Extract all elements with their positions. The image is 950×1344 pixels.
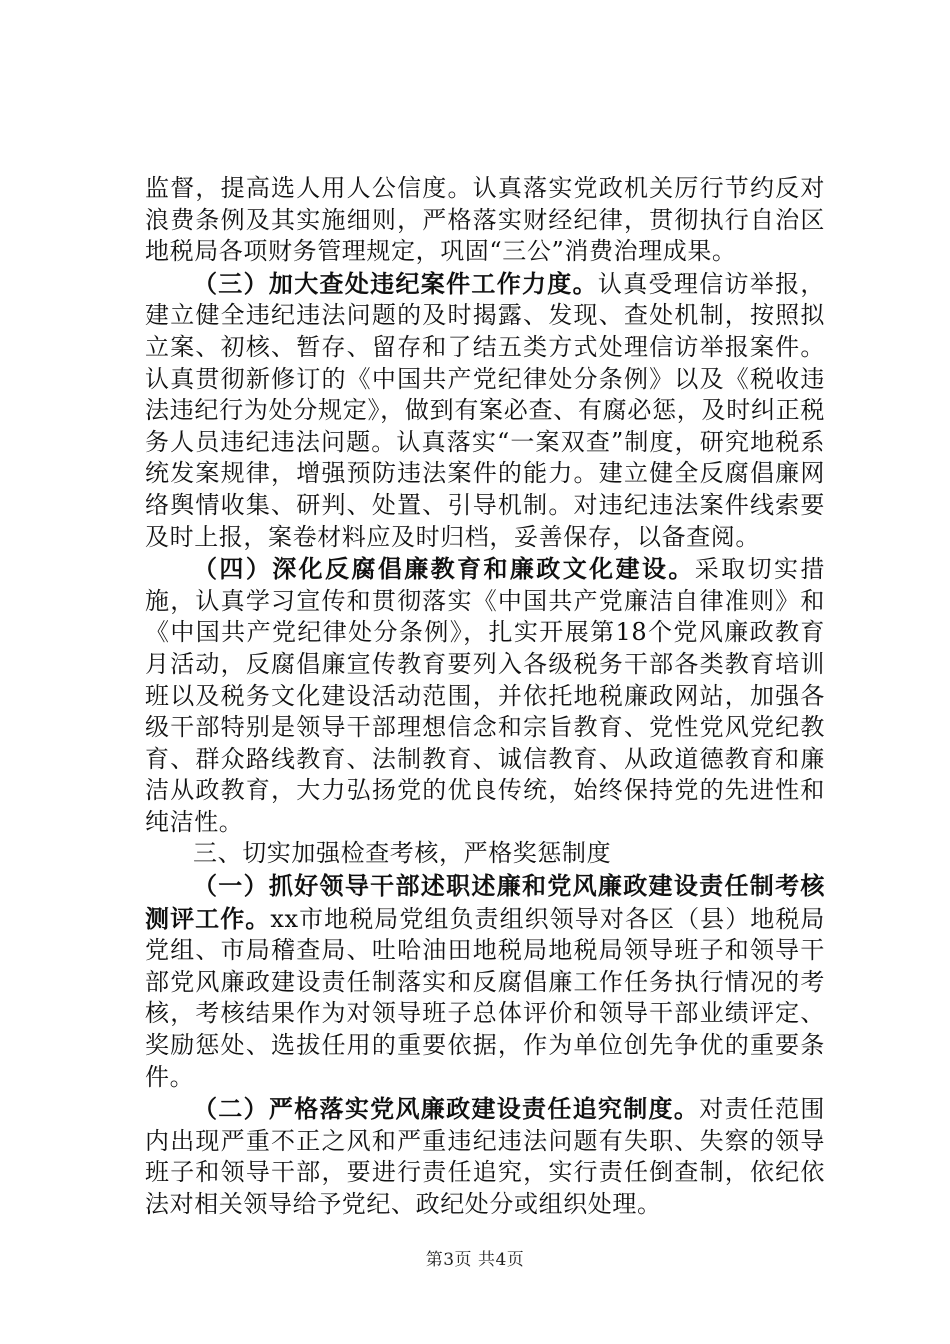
section-title [145,838,825,870]
paragraph-text: 采取切实措施，认真学习宣传和贯彻落实《中国共产党廉洁自律准则》和《中国共产党纪律处分条例》，扎实开展第18个党风廉政教育月活动，反腐倡廉宣传教育要列入各级税务干部各类教育培训班以及税务文化建设活动范围，并依托地税廉政网站，加强各级干部特别是领导干部理想信念和宗旨教育、党性党风党纪教育、群众路线教育、法制教育、诚信教育、从政道德教育和廉洁从政教育，大力弘扬党的优良传统，始终保持党的先进性和纯洁性。 [145,555,825,836]
paragraph-case-investigation [145,268,825,553]
paragraph-text: xx市地税局党组负责组织领导对各区（县）地税局党组、市局稽查局、吐哈油田地税局地税局领导班子和领导干部党风廉政建设责任制落实和反腐倡廉工作任务执行情况的考核，考核结果作为对领导班子总体评价和领导干部业绩评定、奖励惩处、选拔任用的重要依据，作为单位创先争优的重要条件。 [145,904,826,1091]
paragraph-text: 监督，提高选人用人公信度。认真落实党政机关厉行节约反对浪费条例及其实施细则，严格落实财经纪律，贯彻执行自治区地税局各项财务管理规定，巩固“三公”消费治理成果。 [145,174,825,266]
paragraph-accountability [145,1093,825,1220]
paragraph-heading: （一）抓好领导干部述职述廉和党风廉政建设责任制考核测评工作。 [145,871,825,933]
paragraph-text: 对责任范围内出现严重不正之风和严重违纪违法问题有失职、失察的领导班子和领导干部，要进行责任追究，实行责任倒查制，依纪依法对相关领导给予党纪、政纪处分或组织处理。 [145,1095,826,1218]
paragraph-text: 认真受理信访举报，建立健全违纪违法问题的及时揭露、发现、查处机制，按照拟立案、初核、暂存、留存和了结五类方式处理信访举报案件。认真贯彻新修订的《中国共产党纪律处分条例》以及《税收违法违纪行为处分规定》，做到有案必查、有腐必惩，及时纠正税务人员违纪违法问题。认真落实“一案双查”制度，研究地税系统发案规律，增强预防违法案件的能力。建立健全反腐倡廉网络舆情收集、研判、处置、引导机制。对违纪违法案件线索要及时上报，案卷材料应及时归档，妥善保存，以备查阅。 [145,269,825,551]
document-body [145,173,825,1221]
paragraph-heading: （四）深化反腐倡廉教育和廉政文化建设。 [193,554,695,584]
page-footer [0,1245,950,1270]
paragraph-heading: （二）严格落实党风廉政建设责任追究制度。 [193,1094,700,1124]
paragraph-continuation [145,173,825,268]
paragraph-assessment [145,870,825,1093]
paragraph-education [145,553,825,838]
page-number: 第3页 共4页 [425,1250,525,1270]
section-title-text: 三、切实加强检查考核，严格奖惩制度 [193,839,612,868]
paragraph-heading: （三）加大查处违纪案件工作力度。 [193,268,598,298]
